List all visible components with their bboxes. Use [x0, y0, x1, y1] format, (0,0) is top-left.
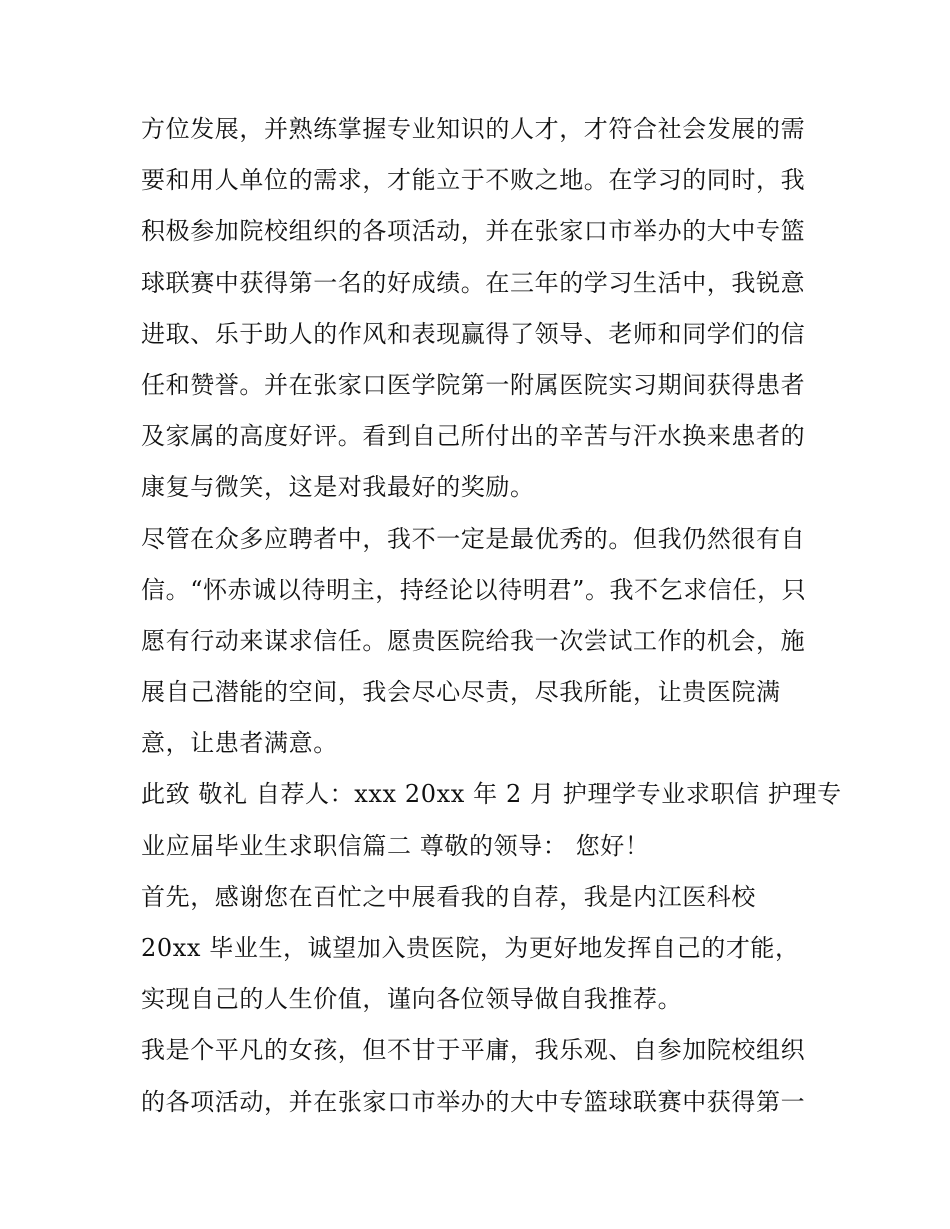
text-line: 要和用人单位的需求，才能立于不败之地。在学习的同时，我	[141, 166, 806, 195]
text-line: 此致 敬礼 自荐人：xxx 20xx 年 2 月 护理学专业求职信 护理专	[141, 780, 842, 809]
text-line: 展自己潜能的空间，我会尽心尽责，尽我所能，让贵医院满	[141, 678, 781, 707]
text-line: 愿有行动来谋求信任。愿贵医院给我一次尝试工作的机会，施	[141, 626, 806, 655]
document-body	[141, 104, 842, 1128]
paragraph-achievements	[141, 104, 821, 514]
paragraph-introduction	[141, 872, 821, 1026]
paragraph-confidence	[141, 514, 821, 770]
text-line: 方位发展，并熟练掌握专业知识的人才，才符合社会发展的需	[141, 115, 806, 143]
paragraph-self-description	[141, 1025, 821, 1127]
text-line: 进取、乐于助人的作风和表现赢得了领导、老师和同学们的信	[141, 319, 806, 348]
text-line: 球联赛中获得第一名的好成绩。在三年的学习生活中，我锐意	[141, 268, 806, 297]
text-line: 业应届毕业生求职信篇二 尊敬的领导： 您好！	[141, 831, 650, 860]
text-line: 首先，感谢您在百忙之中展看我的自荐，我是内江医科校	[141, 882, 756, 911]
text-line: 及家属的高度好评。看到自己所付出的辛苦与汗水换来患者的	[141, 422, 806, 451]
text-line: 我是个平凡的女孩，但不甘于平庸，我乐观、自参加院校组织	[141, 1036, 806, 1065]
text-line: 20xx 毕业生，诚望加入贵医院，为更好地发挥自己的才能，	[141, 934, 800, 962]
text-line: 康复与微笑，这是对我最好的奖励。	[141, 473, 535, 502]
text-line: 意，让患者满意。	[141, 729, 338, 758]
text-line: 积极参加院校组织的各项活动，并在张家口市举办的大中专篮	[141, 217, 806, 246]
text-line: 任和赞誉。并在张家口医学院第一附属医院实习期间获得患者	[141, 370, 806, 399]
text-line: 实现自己的人生价值，谨向各位领导做自我推荐。	[141, 985, 683, 1014]
text-line: 尽管在众多应聘者中，我不一定是最优秀的。但我仍然很有自	[141, 524, 806, 553]
paragraph-closing	[141, 769, 842, 871]
text-line: 的各项活动，并在张家口市举办的大中专篮球联赛中获得第一	[141, 1087, 806, 1116]
text-line: 信。“怀赤诚以待明主，持经论以待明君”。我不乞求信任，只	[141, 575, 807, 604]
